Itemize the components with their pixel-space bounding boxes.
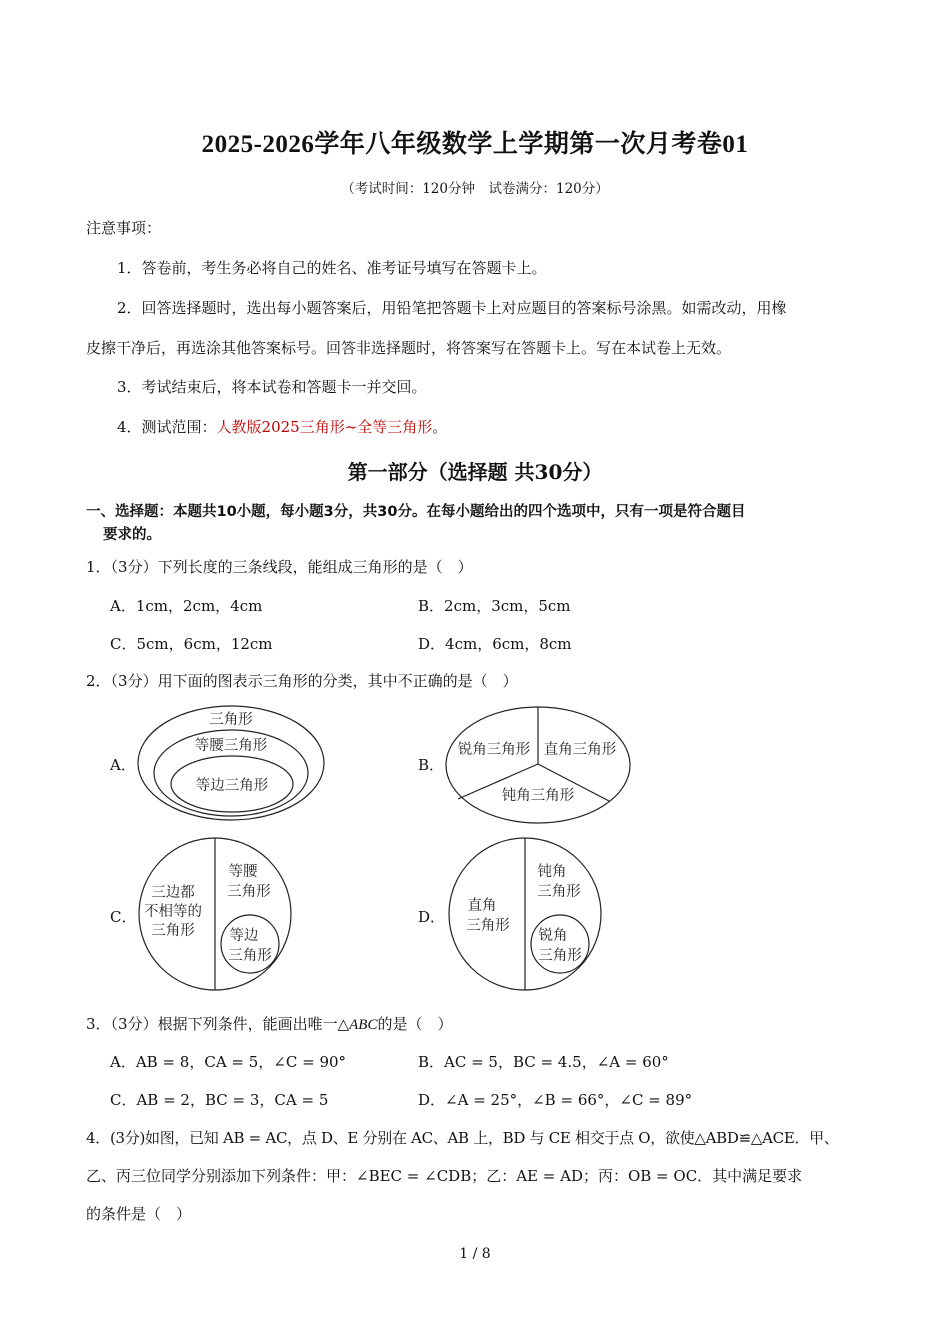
q3-stem xyxy=(86,1013,452,1034)
q1-option-c[interactable]: C．5cm，6cm，12cm xyxy=(110,635,273,653)
q2-diagram-c xyxy=(136,836,296,996)
section-1-desc-line1: 一、选择题：本题共10小题，每小题3分，共30分。在每小题给出的四个选项中，只有一项是符合题目 xyxy=(86,504,746,520)
q1-option-b[interactable]: B．2cm，3cm，5cm xyxy=(418,597,571,615)
q2-option-d-label[interactable]: D． xyxy=(418,908,446,926)
diagram-b-right-label: 直角三角形 xyxy=(543,742,617,758)
exam-subtitle: （考试时间：120分钟 试卷满分：120分） xyxy=(341,181,609,197)
section-1-title: 第一部分（选择题 共30分） xyxy=(347,460,603,484)
diagram-a-middle-label: 等腰三角形 xyxy=(194,738,268,754)
q3-stem-prefix: 3．（3分）根据下列条件，能画出唯一△ xyxy=(86,1015,350,1033)
test-range: 人教版2025三角形~全等三角形 xyxy=(216,418,433,436)
exam-title: 2025-2026学年八年级数学上学期第一次月考卷01 xyxy=(201,131,749,158)
page-number: 1 / 8 xyxy=(459,1246,491,1262)
notice-item-3: 3．考试结束后，将本试卷和答题卡一并交回。 xyxy=(117,378,427,396)
diagram-c-left-line2: 不相等的 xyxy=(144,904,202,920)
q3-option-d[interactable]: D．∠A = 25°，∠B = 66°，∠C = 89° xyxy=(418,1091,693,1109)
q2-diagram-b xyxy=(444,704,634,828)
q3-stem-triangle: ABC xyxy=(349,1017,378,1033)
notice-item-2-line2: 皮擦干净后，再选涂其他答案标号。回答非选择题时，将答案写在答题卡上。写在本试卷上无效。 xyxy=(86,339,732,357)
diagram-c-left-line1: 三边都 xyxy=(151,885,195,901)
q3-option-a[interactable]: A．AB = 8，CA = 5，∠C = 90° xyxy=(110,1053,347,1071)
q1-option-d[interactable]: D．4cm，6cm，8cm xyxy=(418,635,572,653)
q4-stem-line1: 4．(3分)如图，已知 AB = AC，点 D、E 分别在 AC、AB 上，BD 与 CE 相交于点 O，欲使△ABD≌△ACE．甲、 xyxy=(86,1129,839,1147)
q1-option-a[interactable]: A．1cm，2cm，4cm xyxy=(110,597,263,615)
q3-option-b[interactable]: B．AC = 5，BC = 4.5，∠A = 60° xyxy=(418,1053,669,1071)
diagram-c-left-line3: 三角形 xyxy=(151,923,195,939)
diagram-c-inner-line1: 等边 xyxy=(229,928,259,944)
q1-stem: 1．（3分）下列长度的三条线段，能组成三角形的是（ ） xyxy=(86,558,473,576)
diagram-d-right-line2: 三角形 xyxy=(537,884,581,900)
diagram-d-left-line2: 三角形 xyxy=(466,918,510,934)
q2-option-b-label[interactable]: B． xyxy=(418,756,445,774)
diagram-d-inner-line2: 三角形 xyxy=(538,948,582,964)
notice-heading: 注意事项： xyxy=(86,219,162,237)
diagram-b-bottom-label: 钝角三角形 xyxy=(501,788,575,804)
q4-stem-line2: 乙、丙三位同学分别添加下列条件：甲：∠BEC = ∠CDB；乙：AE = AD；丙：OB = OC．其中满足要求 xyxy=(86,1167,803,1185)
notice-item-4-suffix: 。 xyxy=(432,418,448,436)
q2-option-c-label[interactable]: C． xyxy=(110,908,137,926)
notice-item-2-line1: 2．回答选择题时，选出每小题答案后，用铅笔把答题卡上对应题目的答案标号涂黑。如需改动，用橡 xyxy=(117,299,787,317)
diagram-a-inner-label: 等边三角形 xyxy=(195,778,269,794)
notice-item-4 xyxy=(117,416,447,437)
q2-diagram-a xyxy=(136,704,326,824)
notice-item-1: 1．答卷前，考生务必将自己的姓名、准考证号填写在答题卡上。 xyxy=(117,259,547,277)
q2-diagram-d xyxy=(444,836,604,996)
section-1-desc-line2: 要求的。 xyxy=(103,527,161,543)
q4-stem-line3: 的条件是（ ） xyxy=(86,1205,192,1223)
q2-stem: 2．（3分）用下面的图表示三角形的分类，其中不正确的是（ ） xyxy=(86,672,518,690)
diagram-d-left-line1: 直角 xyxy=(467,898,497,914)
diagram-c-right-line2: 三角形 xyxy=(227,884,271,900)
inner-circle xyxy=(531,915,589,973)
q3-stem-suffix: 的是（ ） xyxy=(377,1015,453,1033)
q3-option-c[interactable]: C．AB = 2，BC = 3，CA = 5 xyxy=(110,1091,329,1109)
inner-circle xyxy=(221,915,279,973)
diagram-c-right-line1: 等腰 xyxy=(228,864,258,880)
diagram-b-left-label: 锐角三角形 xyxy=(457,742,531,758)
diagram-a-outer-label: 三角形 xyxy=(209,712,253,728)
diagram-c-inner-line2: 三角形 xyxy=(228,948,272,964)
diagram-d-right-line1: 钝角 xyxy=(537,864,567,880)
diagram-d-inner-line1: 锐角 xyxy=(538,928,568,944)
q2-option-a-label[interactable]: A． xyxy=(110,756,136,774)
notice-item-4-prefix: 4．测试范围： xyxy=(117,418,217,436)
